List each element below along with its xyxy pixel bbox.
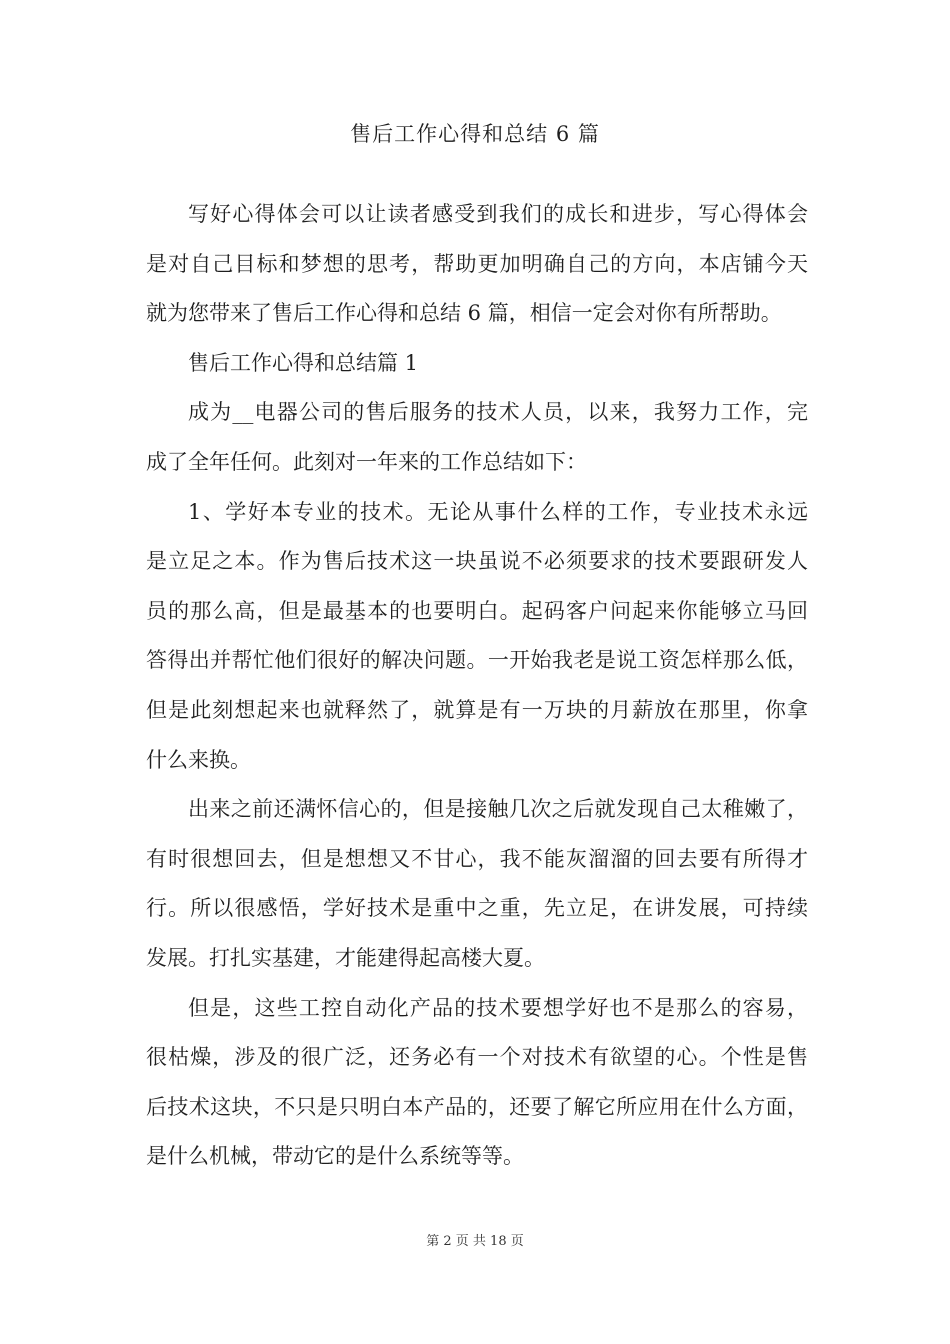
text-line: 是对自己目标和梦想的思考，帮助更加明确自己的方向，本店铺今天 — [146, 251, 808, 276]
text-line: 员的那么高，但是最基本的也要明白。起码客户问起来你能够立马回 — [146, 598, 808, 623]
text-line: 是什么机械，带动它的是什么系统等等。 — [146, 1144, 524, 1169]
text-line: 什么来换。 — [146, 747, 251, 772]
document-body — [146, 190, 808, 1182]
document-title: 售后工作心得和总结 6 篇 — [350, 122, 600, 146]
text-line: 但是，这些工控自动化产品的技术要想学好也不是那么的容易， — [188, 995, 808, 1020]
paragraph-4 — [146, 984, 808, 1182]
text-line: 成为__电器公司的售后服务的技术人员，以来，我努力工作，完 — [188, 400, 808, 425]
text-line: 行。所以很感悟，学好技术是重中之重，先立足，在讲发展，可持续 — [146, 896, 808, 921]
text-line: 答得出并帮忙他们很好的解决问题。一开始我老是说工资怎样那么低， — [146, 648, 808, 673]
text-line: 后技术这块，不只是只明白本产品的，还要了解它所应用在什么方面， — [146, 1094, 808, 1119]
text-line: 很枯燥，涉及的很广泛，还务必有一个对技术有欲望的心。个性是售 — [146, 1045, 808, 1070]
page-number-footer: 第 2 页 共 18 页 — [426, 1234, 524, 1249]
text-line: 成了全年任何。此刻对一年来的工作总结如下： — [146, 449, 587, 474]
paragraph-2 — [146, 488, 808, 786]
text-line: 写好心得体会可以让读者感受到我们的成长和进步，写心得体会 — [188, 202, 808, 226]
paragraph-3 — [146, 785, 808, 983]
paragraph-intro — [146, 190, 808, 339]
section-heading-text: 售后工作心得和总结篇 1 — [188, 350, 419, 375]
text-line: 但是此刻想起来也就释然了，就算是有一万块的月薪放在那里，你拿 — [146, 697, 808, 722]
text-line: 1、学好本专业的技术。无论从事什么样的工作，专业技术永远 — [188, 499, 808, 524]
paragraph-1 — [146, 388, 808, 487]
text-line: 有时很想回去，但是想想又不甘心，我不能灰溜溜的回去要有所得才 — [146, 846, 808, 871]
text-line: 发展。打扎实基建，才能建得起高楼大夏。 — [146, 945, 545, 970]
text-line: 是立足之本。作为售后技术这一块虽说不必须要求的技术要跟研发人 — [146, 549, 808, 574]
text-line: 出来之前还满怀信心的，但是接触几次之后就发现自己太稚嫩了， — [188, 797, 808, 822]
section-heading — [146, 339, 808, 389]
text-line: 就为您带来了售后工作心得和总结 6 篇，相信一定会对你有所帮助。 — [146, 301, 782, 326]
